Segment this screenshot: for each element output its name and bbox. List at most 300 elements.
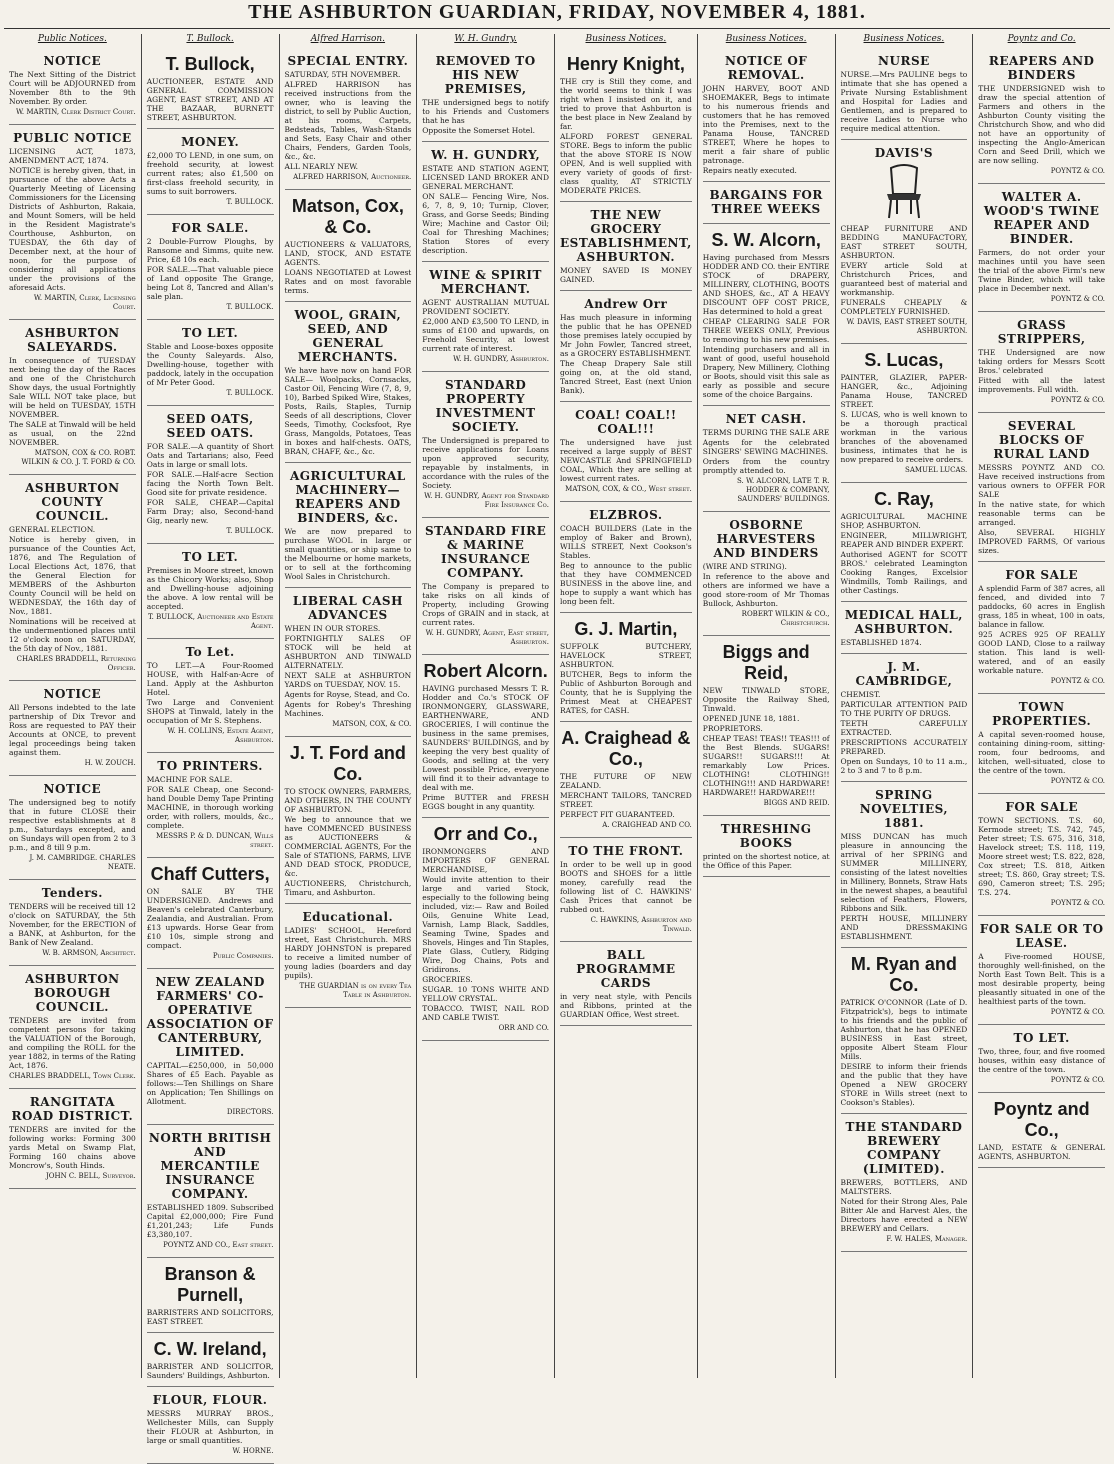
ad-text: PAINTER, GLAZIER, PAPER-HANGER, &c., Adjoining Panama House, TANCRED STREET.	[840, 373, 968, 409]
ad-text: BARRISTER AND SOLICITOR, Saunders' Buildings, Ashburton.	[146, 1362, 274, 1380]
ad-text: Authorised AGENT for SCOTT BROS.' celebrated Leamington Cooking Ranges, Excelsior Windmills, Tomb Railings, and other Castings.	[840, 550, 968, 595]
ad-title: Orr and Co.,	[433, 824, 538, 844]
ad-title: Robert Alcorn.	[423, 661, 548, 681]
advertisement	[560, 722, 692, 838]
ad-signature: T. BULLOCK.	[226, 198, 274, 206]
ad-text: GENERAL ELECTION.	[9, 525, 96, 534]
ad-text: Noted for their Strong Ales, Pale Bitter Ale and Harvest Ales, the Directors have erected a NEW BREWERY and Cellars.	[840, 1197, 968, 1233]
ad-text: TO STOCK OWNERS, FARMERS, AND OTHERS, IN THE COUNTY OF ASHBURTON.	[284, 787, 412, 814]
ad-signature: W. B. ARMSON, Architect.	[42, 949, 136, 957]
ad-text: PRESCRIPTIONS ACCURATELY PREPARED.	[840, 738, 968, 756]
ad-text: TOBACCO. TWIST, NAIL ROD AND CABLE TWIST.	[422, 1004, 549, 1022]
ad-text: WHEN IN OUR STORES.	[284, 624, 381, 633]
ad-text: LOANS NEGOTIATED at Lowest Rates and on most favorable terms.	[284, 268, 412, 295]
ad-text: Opposite the Somerset Hotel.	[422, 126, 536, 135]
ad-signature: H. W. ZOUCH.	[84, 759, 136, 767]
advertisement	[560, 202, 692, 291]
advertisement	[841, 782, 968, 948]
ad-text: Has much pleasure in informing the public that he has OPENED those premises lately occupied by Mr John Fowler, Tancred street, as a GROCERY ESTABLISHMENT.	[560, 313, 692, 358]
ad-text: FOR SALE Cheap, one Second-hand Double Demy Tape Printing MACHINE, in thorough working order, with rollers, moulds, &c., complete.	[146, 785, 274, 830]
ad-title: A. Craighead & Co.,	[561, 728, 691, 769]
ad-title: Educational.	[302, 910, 394, 924]
ad-text: Two Large and Convenient SHOPS at Tinwald, lately in the occupation of Mr S. Stephens.	[146, 698, 274, 725]
ad-text: The Next Sitting of the District Court will be ADJOURNED from November 8th to the 9th November. By order.	[9, 70, 136, 106]
ad-text: A capital seven-roomed house, containing dining-room, sitting-room, four bedrooms, and kitchen, well-situated, close to the centre of the town.	[978, 730, 1106, 775]
ad-text: Orders from the country promptly attended to.	[702, 457, 830, 475]
advertisement	[560, 942, 692, 1026]
ad-text: MESSRS POYNTZ AND CO. Have received instructions from various owners to OFFER FOR SALE	[978, 463, 1106, 499]
ad-text: Agents for Robey's Threshing Machines.	[284, 700, 412, 718]
advertisement	[703, 182, 830, 224]
ad-title: FLOUR, FLOUR.	[152, 1393, 268, 1407]
ad-signature: JOHN C. BELL, Surveyor.	[45, 1172, 136, 1180]
ad-text: AGRICULTURAL MACHINE SHOP, ASHBURTON.	[840, 512, 968, 530]
ad-title: Chaff Cutters,	[150, 864, 270, 884]
ad-title: ELZBROS.	[589, 508, 663, 522]
ad-text: AUCTIONEERS, Christchurch, Timaru, and Ashburton.	[284, 879, 412, 897]
ad-text: IRONMONGERS AND IMPORTERS OF GENERAL MERCHANDISE,	[422, 847, 549, 874]
ad-text: ON SALE— Fencing Wire, Nos. 6, 7, 8, 9, 10; Turnip, Clover, Grass, and Gorse Seeds; Binding Wire; Machine and Castor Oil; Coal for Threshing Machines; Station Stores of every description.	[422, 192, 549, 255]
column-4	[417, 34, 555, 1378]
advertisement	[560, 402, 692, 502]
ad-text: FOR SALE, CHEAP.—Capital Farm Dray; also, Second-hand Gig, nearly new.	[146, 498, 274, 525]
ad-signature: T. BULLOCK.	[226, 303, 274, 311]
ad-text: NOTICE is hereby given, that, in pursuance of the above Acts a Quarterly Meeting of Licensing Commissioners for the Licensing Districts of Ashburton, Rakaia, and Mount Somers, will be held in the Resident Magistrate's Courthouse, Ashburton, on TUESDAY, the 6th day of December next, at the hour of noon, for the purpose of considering all applications under the provisions of the aforesaid Acts.	[9, 166, 136, 292]
ad-text: (WIRE AND STRING).	[702, 562, 787, 571]
ad-signature: POYNTZ & CO.	[1050, 167, 1106, 175]
ad-text: TENDERS are invited from competent persons for taking the VALUATION of the Borough, and compiling the ROLL for the year 1882, in terms of the Rating Act, 1876.	[9, 1016, 136, 1070]
advertisement	[285, 48, 412, 190]
column-heading: Public Notices.	[37, 34, 107, 44]
ad-text: The Company is prepared to take risks on all kinds of Property, including Growing Crops of GRAIN and in stack, at current rates.	[422, 582, 549, 627]
ad-title: Henry Knight,	[566, 54, 685, 74]
ad-text: AUCTIONEERS & VALUATORS, LAND, STOCK, AND ESTATE AGENTS.	[284, 240, 412, 267]
ad-text: BARRISTERS AND SOLICITORS, EAST STREET.	[146, 1308, 274, 1326]
ad-title: PUBLIC NOTICE	[13, 131, 132, 145]
ad-text: All Persons indebted to the late partnership of Dix Trevor and Ross are requested to PAY their Accounts at ONCE, to prevent legal proceedings being taken against them.	[9, 703, 136, 757]
ad-title: Branson & Purnell,	[164, 1264, 256, 1305]
ad-title: To Let.	[185, 645, 235, 659]
ad-title: AGRICULTURAL MACHINERY—REAPERS AND BINDERS, &c.	[290, 469, 406, 525]
ad-title: REAPERS AND BINDERS	[988, 54, 1095, 82]
chair-icon	[864, 164, 944, 220]
advertisement	[978, 1093, 1105, 1168]
advertisement	[978, 794, 1105, 916]
ad-title: FOR SALE OR TO LEASE.	[979, 922, 1104, 950]
ad-text: THE Undersigned are now taking orders for Messrs Scott Bros.' celebrated	[978, 348, 1106, 375]
advertisement	[9, 48, 136, 125]
advertisement	[147, 639, 274, 753]
ad-title: Biggs and Reid,	[722, 642, 810, 683]
advertisement	[147, 753, 274, 858]
advertisement	[422, 48, 549, 142]
ad-title: DAVIS'S	[874, 146, 934, 160]
ad-text: Notice is hereby given, in pursuance of the Counties Act, 1876, and The Regulation of Local Elections Act, 1876, that the General Election for MEMBERS of the Ashburton County Council will be held on WEDNESDAY, the 16th day of Nov., 1881.	[9, 535, 136, 616]
ad-signature: A. CRAIGHEAD AND CO.	[602, 821, 692, 829]
ad-text: The Cheap Drapery Sale still going on, at the old stand, Tancred Street, East (next Union Bank).	[560, 359, 692, 395]
ad-text: Agents for the celebrated SINGERS' SEWING MACHINES.	[702, 438, 830, 456]
ad-text: LICENSING ACT, 1873, AMENDMENT ACT, 1874.	[9, 147, 136, 165]
column-6	[698, 34, 836, 1378]
ad-title: J. T. Ford and Co.	[289, 743, 406, 784]
ad-text: SATURDAY, 5TH NOVEMBER.	[284, 70, 401, 79]
column-2	[142, 34, 280, 1455]
ad-text: S. LUCAS, who is well known to be a thorough practical workman in the various branches of the abovenamed business, intimates that he is now prepared to receive orders.	[840, 410, 968, 464]
ad-text: We are now prepared to purchase WOOL in large or small quantities, or ship same to the Melbourne or home markets, or to sell at the forthcoming Wool Sales in Christchurch.	[284, 527, 412, 581]
ad-text: ESTABLISHED 1809. Subscribed Capital £2,000,000; Fire Fund £1,201,243; Life Funds £3,380,107.	[146, 1203, 274, 1239]
ad-text: FUNERALS CHEAPLY & COMPLETELY FURNISHED.	[840, 298, 968, 316]
advertisement	[147, 48, 274, 129]
ad-signature: CHARLES BRADDELL, Town Clerk.	[9, 1072, 136, 1080]
ad-title: Tenders.	[41, 886, 103, 900]
ad-signature: J. M. CAMBRIDGE. CHARLES NEATE.	[29, 854, 136, 871]
ad-text: Having purchased from Messrs HODDER AND CO. their ENTIRE STOCK of DRAPERY, MILLINERY, CLOTHING, BOOTS AND SHOES, &c., AT A HEAVY DISCOUNT OFF COST PRICE, Has determined to hold a great	[702, 253, 830, 316]
ad-text: PATRICK O'CONNOR (Late of D. Fitzpatrick's), begs to intimate to his friends and the public of Ashburton, that he has OPENED BUSINESS in East street, opposite Albert Steam Flour Mills.	[840, 998, 968, 1061]
ad-text: ALFORD FOREST GENERAL STORE. Begs to inform the public that the above STORE IS NOW OPEN, And is well supplied with every variety of goods of first-class quality, AT STRICTLY MODERATE PRICES.	[560, 132, 692, 195]
ad-text: HAVING purchased Messrs T. R. Hodder and Co.'s STOCK OF IRONMONGERY, GLASSWARE, EARTHENWARE, AND GROCERIES, I will continue the business in the same premises, SAUNDERS' BUILDINGS, and by keeping the very best quality of Goods, and selling at the very Lowest possible Price, everyone will find it to their advantage to deal with me.	[422, 684, 549, 792]
ad-signature: ORR AND CO.	[498, 1024, 549, 1032]
ad-title: TO THE FRONT.	[568, 844, 684, 858]
ad-title: NEW ZEALAND FARMERS' CO-OPERATIVE ASSOCIATION OF CANTERBURY, LIMITED.	[146, 975, 274, 1059]
ad-text: £2,000 TO LEND, in one sum, on freehold security, at lowest current rates; also £1,500 on first-class freehold security, in sums to suit borrowers.	[146, 151, 274, 196]
column-8	[973, 34, 1110, 1378]
advertisement	[560, 502, 692, 613]
advertisement	[703, 816, 830, 877]
column-heading: Poyntz and Co.	[1007, 34, 1076, 44]
advertisement	[9, 776, 136, 880]
ad-signature: W. MARTIN, Clerk District Court.	[15, 108, 136, 116]
advertisement	[147, 1387, 274, 1464]
ad-title: Poyntz and Co.,	[993, 1099, 1090, 1140]
ad-text: LAND, ESTATE & GENERAL AGENTS, ASHBURTON.	[978, 1143, 1106, 1161]
advertisement	[560, 613, 692, 722]
ad-title: SEVERAL BLOCKS OF RURAL LAND	[993, 419, 1090, 461]
ad-text: OPENED JUNE 18, 1881.	[702, 714, 800, 723]
ad-text: Two, three, four, and five roomed houses, within easy distance of the centre of the town.	[978, 1047, 1106, 1074]
ad-text: CHEAP CLEARING SALE FOR THREE WEEKS ONLY, Previous to removing to his new premises.	[702, 317, 830, 344]
advertisement	[147, 969, 274, 1125]
advertisement	[147, 406, 274, 544]
advertisement	[422, 142, 549, 262]
advertisement	[978, 48, 1105, 184]
ad-signature: W. H. COLLINS, Estate Agent, Ashburton.	[167, 727, 274, 744]
ad-title: NOTICE	[43, 782, 102, 796]
ad-signature: MATSON, COX & CO. ROBT. WILKIN & CO. J. T. FORD & CO.	[21, 449, 136, 466]
column-heading: Business Notices.	[725, 34, 807, 44]
ad-text: THE cry is Still they come, and the world seems to think I was right when I insisted on it, and tried to prove that Ashburton is the best place in New Zealand by far.	[560, 77, 692, 131]
ad-text: THE undersigned begs to notify to his Friends and Customers that he has	[422, 98, 549, 125]
ad-text: THE FUTURE OF NEW ZEALAND.	[560, 772, 692, 790]
ad-signature: ALFRED HARRISON, Auctioneer.	[293, 173, 412, 181]
ad-signature: Public Companies.	[212, 952, 274, 960]
ad-text: NEXT SALE at ASHBURTON YARDS on TUESDAY, NOV. 15.	[284, 671, 412, 689]
advertisement	[841, 48, 968, 140]
ad-text: JOHN HARVEY, BOOT AND SHOEMAKER, Begs to intimate to his numerous friends and customers that he has removed into the Premises, next to the Panama House, TANCRED STREET, Where he hopes to merit a fair share of public patronage.	[702, 84, 830, 165]
ad-title: STANDARD FIRE & MARINE INSURANCE COMPANY.	[425, 524, 547, 580]
advertisement	[147, 1125, 274, 1258]
ad-text: FOR SALE.—That valuable piece of Land opposite The Grange, being Lot 8, Tancred and Allan's sale plan.	[146, 265, 274, 301]
ad-text: Repairs neatly executed.	[702, 166, 797, 175]
column-1	[4, 34, 142, 1378]
ad-text: Farmers, do not order your machines until you have seen the trial of the above Firm's new Twine Binder, which will take place in December next.	[978, 248, 1106, 293]
ad-title: FOR SALE	[1005, 568, 1078, 582]
ad-text: TENDERS are invited for the following works: Forming 300 yards Metal on Swamp Flat, Forming 160 chains above Moncrow's, South Hinds.	[9, 1125, 136, 1170]
ad-text: EVERY article Sold at Christchurch Prices, and guaranteed best of material and workmanship.	[840, 261, 968, 297]
ad-text: ALFRED HARRISON has received instructions from the owner, who is leaving the district, to sell by Public Auction, at his rooms, Carpets, Bedsteads, Tables, Wash-Stands and Sets, Easy Chair and other Chairs, Fenders, Garden Tools, &c., &c.	[284, 80, 412, 161]
ad-text: Fitted with all the latest improvements. Full width.	[978, 376, 1106, 394]
ad-text: Open on Sundays, 10 to 11 a.m., 2 to 3 and 7 to 8 p.m.	[840, 757, 968, 775]
ad-title: ASHBURTON BOROUGH COUNCIL.	[25, 972, 120, 1014]
ad-title: T. Bullock,	[165, 54, 255, 74]
ad-title: STANDARD PROPERTY INVESTMENT SOCIETY.	[435, 378, 536, 434]
ad-text: TOWN SECTIONS. T.S. 60, Kermode street; T.S. 742, 745, Peter street; T.S. 675, 316, 318, Havelock street; T.S. 118, 119, Moore street west; T.S. 822, 828, Cox street; T.S. 818, Aitken street; T.S. 860, Gray street; T.S. 690, Cameron street; T.S. 295; T.S. 274.	[978, 816, 1106, 897]
ad-text: A Five-roomed HOUSE, thoroughly well-finished, on the North East Town Belt. This is a most desirable property, being pleasantly situated in one of the healthiest parts of the town.	[978, 952, 1106, 1006]
ad-signature: W. MARTIN, Clerk, Licensing Court.	[33, 294, 136, 311]
ad-text: ALL NEARLY NEW.	[284, 162, 359, 171]
advertisement	[978, 312, 1105, 413]
ad-title: MEDICAL HALL, ASHBURTON.	[844, 608, 963, 636]
advertisement	[841, 948, 968, 1114]
advertisement	[560, 291, 692, 402]
ad-text: The SALE at Tinwald will be held as usual, on the 22nd NOVEMBER.	[9, 420, 136, 447]
ad-signature: POYNTZ & CO.	[1050, 899, 1106, 907]
ad-text: MESSRS MURRAY BROS., Wellchester Mills, can Supply their FLOUR at Ashburton, in large or small quantities.	[146, 1409, 274, 1445]
ad-signature: S. W. ALCORN, LATE T. R. HODDER & COMPANY, SAUNDERS' BUILDINGS.	[737, 477, 830, 503]
ad-title: TO LET.	[182, 550, 239, 564]
ad-title: NOTICE	[43, 687, 102, 701]
advertisement	[147, 544, 274, 639]
ad-signature: W. DAVIS, EAST STREET SOUTH, ASHBURTON.	[846, 318, 968, 335]
advertisement	[9, 681, 136, 776]
ad-text: We have have now on hand FOR SALE— Woolpacks, Cornsacks, Castor Oil, Fencing Wire (7, 8, 9, 10), Barbed Spiked Wire, Stakes, Posts, Rails, Staples, Turnip Seeds of all descriptions, Clover Seeds, Timothy, Cocksfoot, Rye Grass, Mangolds, Potatoes, Teas in boxes and half-chests. OATS, BRAN, CHAFF, &c., &c.	[284, 366, 412, 456]
ad-title: FOR SALE.	[171, 221, 249, 235]
ad-title: NET CASH.	[725, 412, 807, 426]
ad-title: ASHBURTON SALEYARDS.	[25, 326, 120, 354]
ad-title: NURSE	[878, 54, 930, 68]
ad-text: A splendid Farm of 387 acres, all fenced, and divided into 7 paddocks, 60 acres in English grass, 185 in wheat, 100 in oats, balance in fallow.	[978, 584, 1106, 629]
ad-title: C. W. Ireland,	[153, 1339, 267, 1359]
ad-signature: POYNTZ & CO.	[1050, 677, 1106, 685]
ad-text: in very neat style, with Pencils and Ribbons, printed at the GUARDIAN Office, West street.	[560, 992, 692, 1019]
ad-text: TENDERS will be received till 12 o'clock on SATURDAY, the 5th November, for the ERECTION of a BANK, at Ashburton, for the Bank of New Zealand.	[9, 902, 136, 947]
ad-signature: SAMUEL LUCAS.	[905, 466, 968, 474]
ad-signature: T. BULLOCK.	[226, 389, 274, 397]
advertisement	[841, 483, 968, 602]
ad-text: The Undersigned is prepared to receive applications for Loans upon approved security, repayable by instalments, in accordance with the rules of the Society.	[422, 436, 549, 490]
ad-title: OSBORNE HARVESTERS AND BINDERS	[713, 518, 819, 560]
column-7	[836, 34, 974, 1378]
ad-text: ESTABLISHED 1874.	[840, 638, 922, 647]
ad-title: THE NEW GROCERY ESTABLISHMENT, ASHBURTON.	[560, 208, 692, 264]
ad-signature: MATSON, COX, & CO.	[332, 720, 412, 728]
ad-text: We beg to announce that we have COMMENCED BUSINESS as AUCTIONEERS & COMMERCIAL AGENTS, For the Sale of STATIONS, FARMS, LIVE AND DEAD STOCK, PRODUCE, &c.	[284, 815, 412, 878]
ad-title: WALTER A. WOOD'S TWINE REAPER AND BINDER.	[983, 190, 1100, 246]
column-heading: Business Notices.	[585, 34, 667, 44]
advertisement	[285, 904, 412, 1008]
ad-title: RANGITATA ROAD DISTRICT.	[11, 1095, 134, 1123]
ad-signature: DIRECTORS.	[226, 1108, 274, 1116]
ad-signature: F. W. HALES, Manager.	[886, 1235, 968, 1243]
advertisement	[285, 737, 412, 904]
column-3	[280, 34, 418, 1378]
advertisement	[285, 190, 412, 302]
ad-text: Stable and Loose-boxes opposite the County Saleyards. Also, Dwelling-house, together with paddock, lately in the occupation of Mr Peter Good.	[146, 342, 274, 387]
masthead-title: THE ASHBURTON GUARDIAN, FRIDAY, NOVEMBER 4, 1881.	[248, 1, 866, 23]
ad-text: CAPITAL—£250,000, in 50,000 Shares of £5 Each. Payable as follows:—Ten Shillings on Share on Application; Ten Shillings on Allotment.	[146, 1061, 274, 1106]
advertisement	[422, 518, 549, 655]
ad-text: ENGINEER, MILLWRIGHT, REAPER AND BINDER EXPERT.	[840, 531, 968, 549]
advertisement	[978, 562, 1105, 694]
advertisement	[703, 48, 830, 182]
ad-signature: THE GUARDIAN is on every Tea Table in Ashburton.	[299, 982, 412, 999]
ad-text: Premises in Moore street, known as the Chicory Works; also, Shop and Dwelling-house adjoining the above. A low rental will be accepted.	[146, 566, 274, 611]
ad-title: GRASS STRIPPERS,	[997, 318, 1086, 346]
ad-text: TO LET.—A Four-Roomed HOUSE, with Half-an-Acre of Land. Apply at the Ashburton Hotel.	[146, 661, 274, 697]
masthead-rule	[4, 28, 1110, 29]
advertisement	[147, 1258, 274, 1333]
advertisement	[841, 344, 968, 483]
ad-title: TO LET.	[182, 326, 239, 340]
advertisement	[560, 48, 692, 202]
advertisement	[422, 262, 549, 372]
ad-signature: POYNTZ & CO.	[1050, 1008, 1106, 1016]
ad-text: In the native state, for which reasonable terms can be arranged.	[978, 500, 1106, 527]
advertisement	[703, 512, 830, 636]
columns-container	[4, 34, 1110, 1455]
ad-text: In reference to the above and others are informed we have a good store-room of Mr Thomas Bullock, Ashburton.	[702, 572, 830, 608]
ad-text: Also, SEVERAL HIGHLY IMPROVED FARMS, Of various sizes.	[978, 528, 1106, 555]
ad-title: ASHBURTON COUNTY COUNCIL.	[25, 481, 120, 523]
ad-text: Prime BUTTER and FRESH EGGS bought in any quantity.	[422, 793, 549, 811]
ad-text: MACHINE FOR SALE.	[146, 775, 233, 784]
ad-text: PERTH HOUSE, MILLINERY AND DRESSMAKING ESTABLISHMENT.	[840, 914, 968, 941]
ad-signature: W. HORNE.	[232, 1447, 274, 1455]
advertisement	[9, 1089, 136, 1189]
advertisement	[560, 838, 692, 942]
ad-text: CHEAP FURNITURE AND BEDDING MANUFACTORY, EAST STREET SOUTH, ASHBURTON.	[840, 224, 968, 260]
ad-text: Agents for Royse, Stead, and Co.	[284, 690, 410, 699]
ad-text: THE UNDERSIGNED wish to draw the special attention of Farmers and others in the Ashburton County visiting the Christchurch Show, and who did not have an opportunity of inspecting the Anglo-American Corn and Seed Drill, which we are now selling.	[978, 84, 1106, 165]
ad-title: S. W. Alcorn,	[711, 230, 821, 250]
column-heading: W. H. Gundry.	[454, 34, 517, 44]
ad-title: THRESHING BOOKS	[720, 822, 812, 850]
ad-signature: MESSRS P. & D. DUNCAN, Wills street.	[156, 832, 274, 849]
ad-title: SEED OATS, SEED OATS.	[166, 412, 254, 440]
advertisement	[9, 966, 136, 1089]
column-heading: T. Bullock.	[186, 34, 234, 44]
advertisement	[703, 636, 830, 816]
ad-text: MISS DUNCAN has much pleasure in announcing the arrival of her SPRING and SUMMER MILLINERY, consisting of the latest novelties in Millinery, Bonnets, Straw Hats in the newest shapes, a beautiful selection of Feathers, Flowers, Ribbons and Silk.	[840, 832, 968, 913]
ad-text: 2 Double-Furrow Ploughs, by Ransome and Simms, quite new. Price, £8 10s each.	[146, 237, 274, 264]
ad-text: AGENT AUSTRALIAN MUTUAL PROVIDENT SOCIETY.	[422, 298, 549, 316]
advertisement	[841, 140, 968, 344]
ad-signature: C. HAWKINS, Ashburton and Tinwald.	[590, 916, 692, 933]
ad-text: Intending purchasers and all in want of good, useful household Drapery, New Millinery, Clothing or Boots, should visit this sale as early as possible and secure some of the choice Bargains.	[702, 345, 830, 399]
advertisement	[841, 1114, 968, 1252]
advertisement	[285, 463, 412, 588]
ad-text: ESTATE AND STATION AGENT, LICENSED LAND BROKER AND GENERAL MERCHANT.	[422, 164, 549, 191]
ad-title: THE STANDARD BREWERY COMPANY (LIMITED).	[845, 1120, 963, 1176]
advertisement	[147, 1333, 274, 1387]
ad-text: ON SALE BY THE UNDERSIGNED. Andrews and Beaven's celebrated Canterbury, Zealandia, and Australian. From £13 upwards. Horse Gear from £10 10s, simple strong and compact.	[146, 887, 274, 950]
ad-signature: BIGGS AND REID.	[763, 799, 830, 807]
ad-title: WINE & SPIRIT MERCHANT.	[429, 268, 542, 296]
advertisement	[9, 125, 136, 320]
column-heading: Business Notices.	[863, 34, 945, 44]
ad-title: TOWN PROPERTIES.	[992, 700, 1092, 728]
ad-signature: POYNTZ & CO.	[1050, 396, 1106, 404]
ad-signature: W. H. GUNDRY, Agent, East street, Ashburton.	[425, 629, 549, 646]
ad-title: C. Ray,	[874, 489, 934, 509]
ad-text: CHEMIST.	[840, 690, 881, 699]
ad-signature: T. BULLOCK.	[226, 527, 274, 535]
advertisement	[9, 880, 136, 966]
ad-title: J. M. CAMBRIDGE,	[855, 660, 953, 688]
advertisement	[422, 372, 549, 518]
ad-title: MONEY.	[181, 135, 240, 149]
advertisement	[147, 129, 274, 215]
advertisement	[703, 406, 830, 512]
ad-signature: POYNTZ & CO.	[1050, 1076, 1106, 1084]
ad-text: £2,000 AND £3,500 TO LEND, in sums of £100 and upwards, on Freehold Security, at lowest current rate of interest.	[422, 317, 549, 353]
ad-signature: CHARLES BRADDELL, Returning Officer.	[16, 655, 136, 672]
ad-title: SPRING NOVELTIES, 1881.	[859, 788, 949, 830]
advertisement	[841, 654, 968, 782]
ad-text: SUFFOLK BUTCHERY, HAVELOCK STREET, ASHBURTON.	[560, 642, 692, 669]
ad-title: NORTH BRITISH AND MERCANTILE INSURANCE COMPANY.	[148, 1131, 272, 1201]
ad-title: S. Lucas,	[864, 350, 944, 370]
advertisement	[703, 224, 830, 406]
ad-title: W. H. GUNDRY,	[431, 148, 541, 162]
ad-title: M. Ryan and Co.	[850, 954, 957, 995]
advertisement	[285, 302, 412, 463]
ad-text: COACH BUILDERS (Late in the employ of Baker and Brown), WILLS STREET, Next Cookson's Stables.	[560, 524, 692, 560]
ad-text: NURSE.—Mrs PAULINE begs to intimate that she has opened a Private Nursing Establishment and Hospital for Ladies and Gentlemen, and is prepared to receive Ladies to Nurse who require medical attention.	[840, 70, 968, 133]
ad-text: PARTICULAR ATTENTION PAID TO THE PURITY OF DRUGS.	[840, 700, 968, 718]
ad-signature: POYNTZ & CO.	[1050, 777, 1106, 785]
ad-title: NOTICE OF REMOVAL.	[725, 54, 808, 82]
ad-text: FOR SALE.—A quantity of Short Oats and Tartarians; also, Feed Oats in large or small lots.	[146, 442, 274, 469]
ad-text: FORTNIGHTLY SALES OF STOCK will be held at ASHBURTON AND TINWALD ALTERNATELY.	[284, 634, 412, 670]
advertisement	[147, 858, 274, 969]
ad-title: COAL! COAL!! COAL!!!	[575, 408, 677, 436]
advertisement	[978, 184, 1105, 312]
ad-title: TO LET.	[1013, 1031, 1070, 1045]
ad-text: In consequence of TUESDAY next being the day of the Races and one of the Christchurch Show days, the usual Fortnightly Sale WILL NOT take place, but will be held on TUESDAY, 15TH NOVEMBER.	[9, 356, 136, 419]
advertisement	[841, 602, 968, 654]
ad-text: LADIES' SCHOOL, Hereford street, East Christchurch. MRS HARDY JOHNSTON is prepared to receive a limited number of young ladies (boarders and day pupils).	[284, 926, 412, 980]
advertisement	[978, 413, 1105, 562]
ad-title: Andrew Orr	[584, 297, 668, 311]
ad-title: G. J. Martin,	[574, 619, 678, 639]
ad-text: TEETH CAREFULLY EXTRACTED.	[840, 719, 968, 737]
ad-text: PERFECT FIT GUARANTEED.	[560, 810, 675, 819]
ad-text: CHEAP TEAS! TEAS!! TEAS!!! of the Best Blends. SUGARS! SUGARS!! SUGARS!!! At remarkably Low Prices. CLOTHING! CLOTHING!! CLOTHING!!! AND HARDWARE! HARDWARE!! HARDWARE!!!	[702, 734, 830, 797]
ad-title: BARGAINS FOR THREE WEEKS	[709, 188, 823, 216]
ad-text: MONEY SAVED IS MONEY GAINED.	[560, 266, 692, 284]
ad-title: TO PRINTERS.	[157, 759, 263, 773]
ad-text: TERMS DURING THE SALE ARE	[702, 428, 830, 437]
ad-title: NOTICE	[43, 54, 102, 68]
ad-text: Would invite attention to their large and varied Stock, especially to the following being included, viz:— Raw and Boiled Oils, Genuine White Lead, Varnish, Lamp Black, Saddles, Seaming Twine, Spades and Shovels, Hinges and Tin Staples, Plate Glass, Cutlery, Ridging Wire, Dog Chains, Pots and Gridirons.	[422, 875, 549, 974]
ad-text: BUTCHER, Begs to inform the Public of Ashburton Borough and County, that he is Supplying the Primest Meat at CHEAPEST RATES, for CASH.	[560, 670, 692, 715]
ad-signature: ROBERT WILKIN & CO., Christchurch.	[741, 610, 830, 627]
ad-title: BALL PROGRAMME CARDS	[576, 948, 676, 990]
ad-title: Matson, Cox, & Co.	[291, 196, 404, 237]
advertisement	[978, 916, 1105, 1025]
ad-text: BREWERS, BOTTLERS, AND MALTSTERS.	[840, 1178, 968, 1196]
advertisement	[978, 694, 1105, 794]
